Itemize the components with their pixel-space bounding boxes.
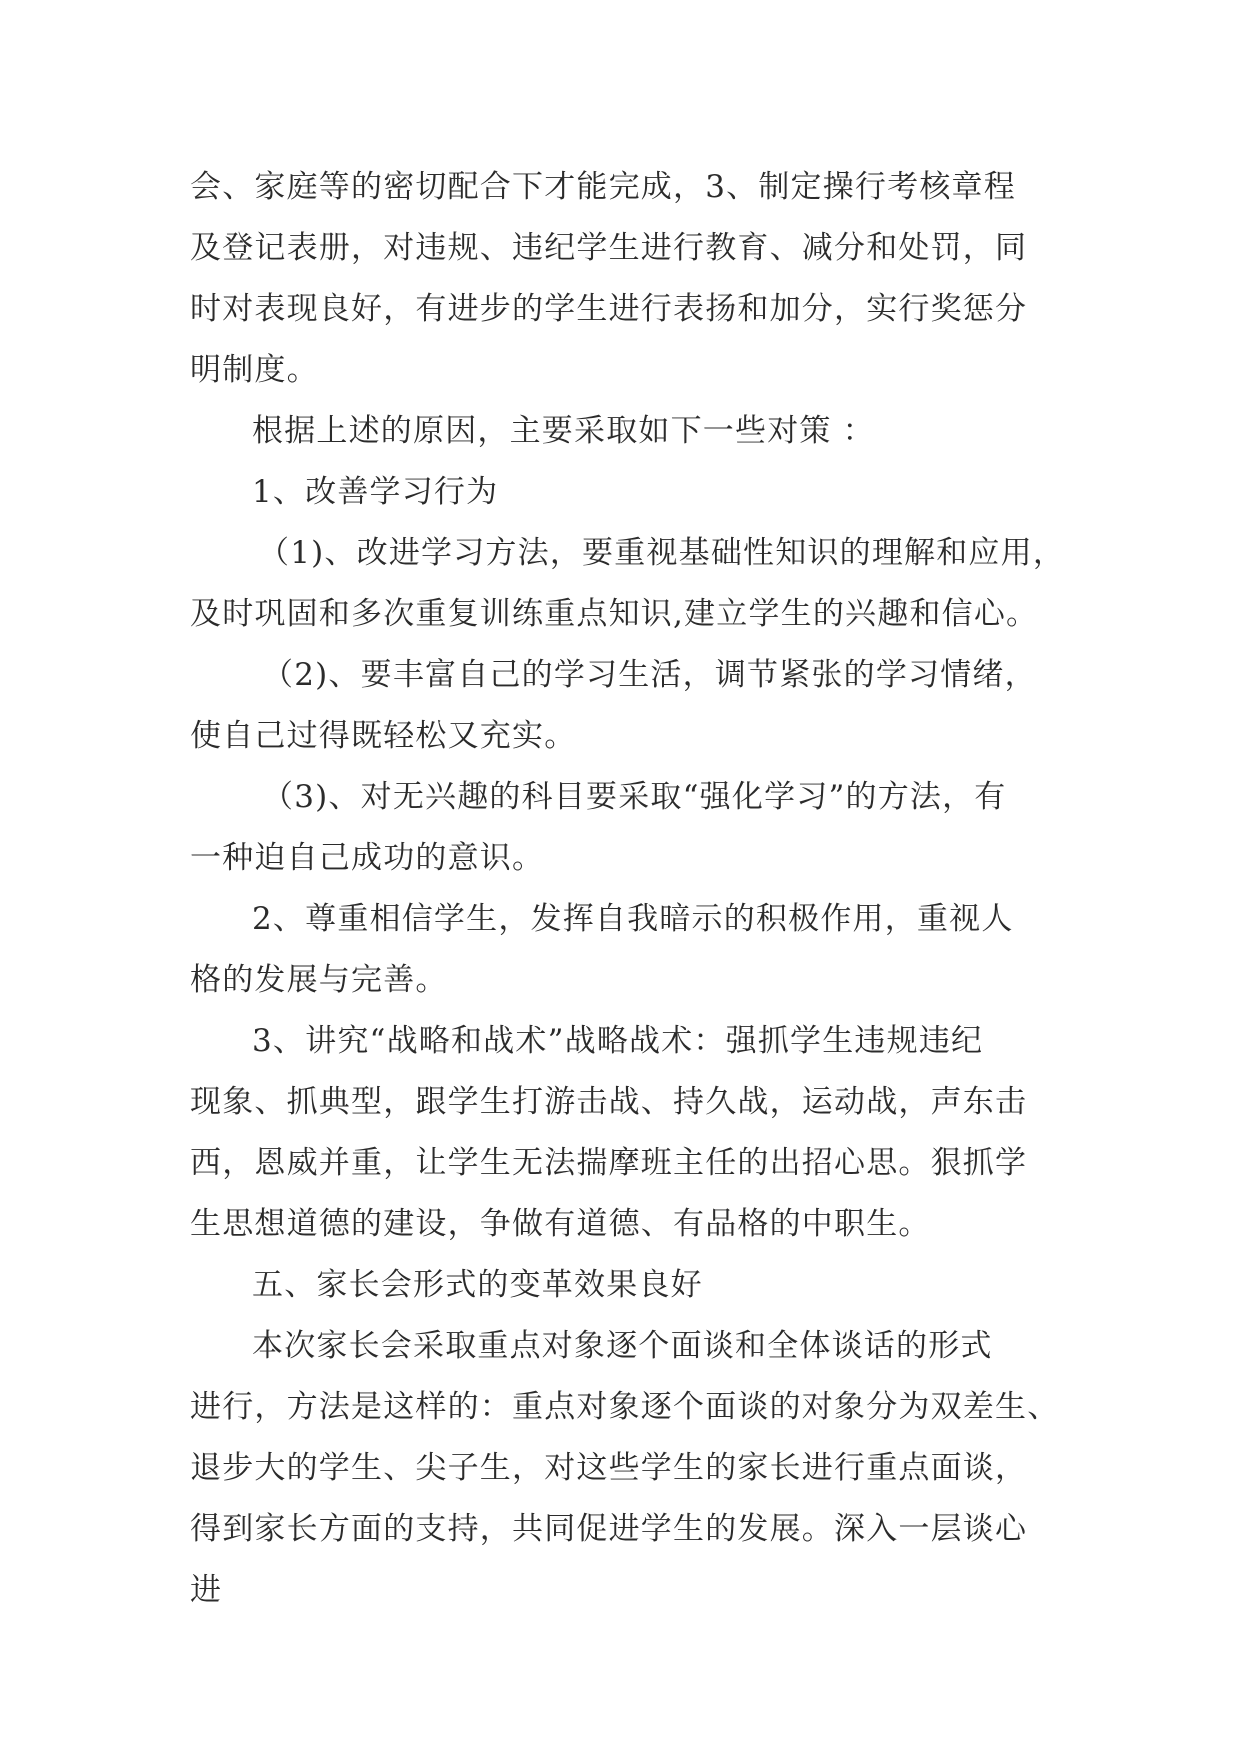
text-line: 使自己过得既轻松又充实。 [190,718,577,754]
list-subitem-1: （1)、改进学习方法，要重视基础性知识的理解和应用， [258,535,1066,571]
list-heading-3: 3、讲究“战略和战术”战略战术：强抓学生违规违纪 [252,1023,984,1059]
document-body [190,157,1070,1621]
text-line: 退步大的学生、尖子生，对这些学生的家长进行重点面谈， [190,1450,1028,1486]
text-line: 根据上述的原因，主要采取如下一些对策 ： [252,413,875,449]
text-line: 一种迫自己成功的意识。 [190,840,545,876]
list-heading-2: 2、尊重相信学生，发挥自我暗示的积极作用，重视人 [252,901,1014,937]
text-line: 明制度。 [190,352,319,388]
text-line: 得到家长方面的支持，共同促进学生的发展。深入一层谈心 [190,1511,1028,1547]
text-line: 会、家庭等的密切配合下才能完成，3、制定操行考核章程 [190,169,1016,205]
text-line: 时对表现良好，有进步的学生进行表扬和加分，实行奖惩分 [190,291,1028,327]
text-line: 格的发展与完善。 [190,962,448,998]
text-line: 现象、抓典型，跟学生打游击战、持久战，运动战，声东击 [190,1084,1028,1120]
text-line: 进行，方法是这样的：重点对象逐个面谈的对象分为双差生、 [190,1389,1060,1425]
text-line: 生思想道德的建设，争做有道德、有品格的中职生。 [190,1206,931,1242]
text-line: 及时巩固和多次重复训练重点知识,建立学生的兴趣和信心。 [190,596,1039,632]
section-heading: 五、家长会形式的变革效果良好 [252,1267,703,1303]
list-subitem-2: （2)、要丰富自己的学习生活，调节紧张的学习情绪， [262,657,1037,693]
text-line: 进 [190,1572,223,1608]
text-line: 西，恩威并重，让学生无法揣摩班主任的出招心思。狠抓学 [190,1145,1028,1181]
text-line: 及登记表册，对违规、违纪学生进行教育、减分和处罚，同 [190,230,1028,266]
list-subitem-3: （3)、对无兴趣的科目要采取“强化学习”的方法，有 [262,779,1007,815]
text-line: 本次家长会采取重点对象逐个面谈和全体谈话的形式 [252,1328,993,1364]
list-heading-1: 1、改善学习行为 [252,474,499,510]
